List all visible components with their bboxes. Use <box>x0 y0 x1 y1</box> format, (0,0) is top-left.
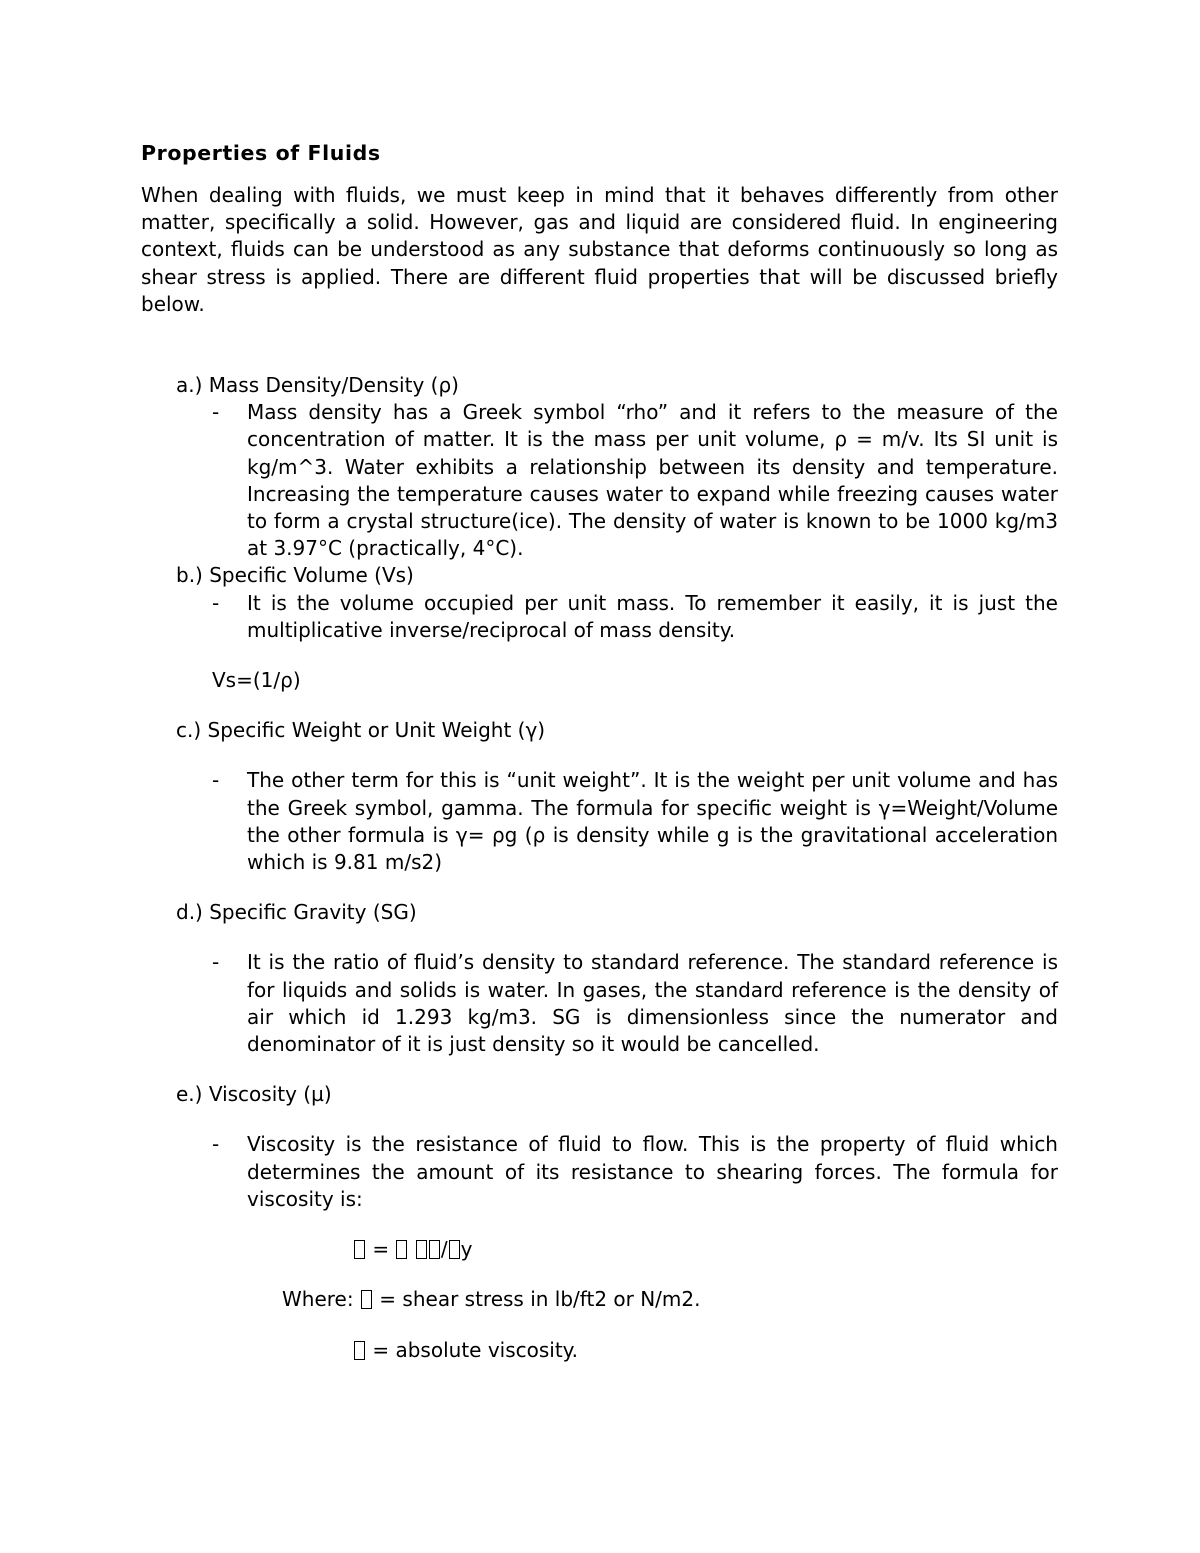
where-mu-text: = absolute viscosity. <box>366 1337 579 1362</box>
section-heading-specific-weight: c.) Specific Weight or Unit Weight (γ) <box>176 718 546 743</box>
bullet-dash: - <box>212 1132 220 1157</box>
bullet-dash: - <box>212 950 220 975</box>
section-heading-specific-gravity: d.) Specific Gravity (SG) <box>176 900 417 925</box>
section-heading-density: a.) Mass Density/Density (ρ) <box>176 373 459 398</box>
missing-glyph-d-icon <box>449 1240 460 1259</box>
bullet-dash: - <box>212 400 220 425</box>
section-heading-specific-volume: b.) Specific Volume (Vs) <box>176 563 414 588</box>
intro-paragraph: When dealing with fluids, we must keep in mind that it behaves differently from other matter, specifically a solid. However, gas and liquid are considered fluid. In engineering context, fluids can be understood as any substance that deforms continuously so long as shear stress is applied. There are different fluid properties that will be discussed briefly below. <box>141 183 1058 316</box>
bullet-text-viscosity: Viscosity is the resistance of fluid to flow. This is the property of fluid which determines the amount of its resistance to shearing forces. The formula for viscosity is: <box>247 1132 1058 1211</box>
formula-y: y <box>460 1237 473 1262</box>
bullet-dash: - <box>212 768 220 793</box>
formula-equals: = <box>366 1237 396 1262</box>
formula-specific-volume: Vs=(1/ρ) <box>212 668 301 693</box>
bullet-specific-gravity <box>212 949 1058 1058</box>
missing-glyph-d-icon <box>416 1240 427 1259</box>
where-label: Where: <box>282 1287 360 1312</box>
document-page <box>141 140 1058 1364</box>
formula-viscosity <box>353 1236 1058 1263</box>
where-tau-text: = shear stress in lb/ft2 or N/m2. <box>372 1287 701 1312</box>
where-tau-line <box>282 1286 1058 1313</box>
bullet-density <box>212 399 1058 562</box>
missing-glyph-tau-icon <box>354 1240 365 1259</box>
bullet-text-specific-weight: The other term for this is “unit weight”. It is the weight per unit volume and has the Greek symbol, gamma. The formula for specific weight is γ=Weight/Volume the other formula is γ= ρg (ρ is density while g is the gravitational acceleration which is 9.81 m/s2) <box>247 768 1058 875</box>
missing-glyph-mu-icon <box>396 1240 407 1259</box>
missing-glyph-mu-icon <box>354 1341 365 1360</box>
missing-glyph-v-icon <box>429 1240 440 1259</box>
bullet-text-specific-gravity: It is the ratio of fluid’s density to standard reference. The standard reference is for liquids and solids is water. In gases, the standard reference is the density of air which id 1.293 kg/m3. SG is dimensionless since the numerator and denominator of it is just density so it would be cancelled. <box>247 950 1058 1057</box>
document-title: Properties of Fluids <box>141 141 381 165</box>
bullet-specific-weight <box>212 767 1058 876</box>
section-heading-viscosity: e.) Viscosity (µ) <box>176 1082 332 1107</box>
missing-glyph-tau-icon <box>361 1290 372 1309</box>
bullet-dash: - <box>212 590 220 615</box>
formula-slash: / <box>440 1237 448 1262</box>
where-mu-line <box>353 1337 1058 1364</box>
bullet-text-density: Mass density has a Greek symbol “rho” and it refers to the measure of the concentration of matter. It is the mass per unit volume, ρ = m/v. Its SI unit is kg/m^3. Water exhibits a relationship between its density and temperature. Increasing the temperature causes water to expand while freezing causes water to form a crystal structure(ice). The density of water is known to be 1000 kg/m3 at 3.97°C (practically, 4°C). <box>247 400 1058 561</box>
bullet-text-specific-volume: It is the volume occupied per unit mass. To remember it easily, it is just the multiplicative inverse/reciprocal of mass density. <box>247 590 1058 642</box>
bullet-specific-volume <box>212 590 1058 644</box>
bullet-viscosity <box>212 1131 1058 1213</box>
